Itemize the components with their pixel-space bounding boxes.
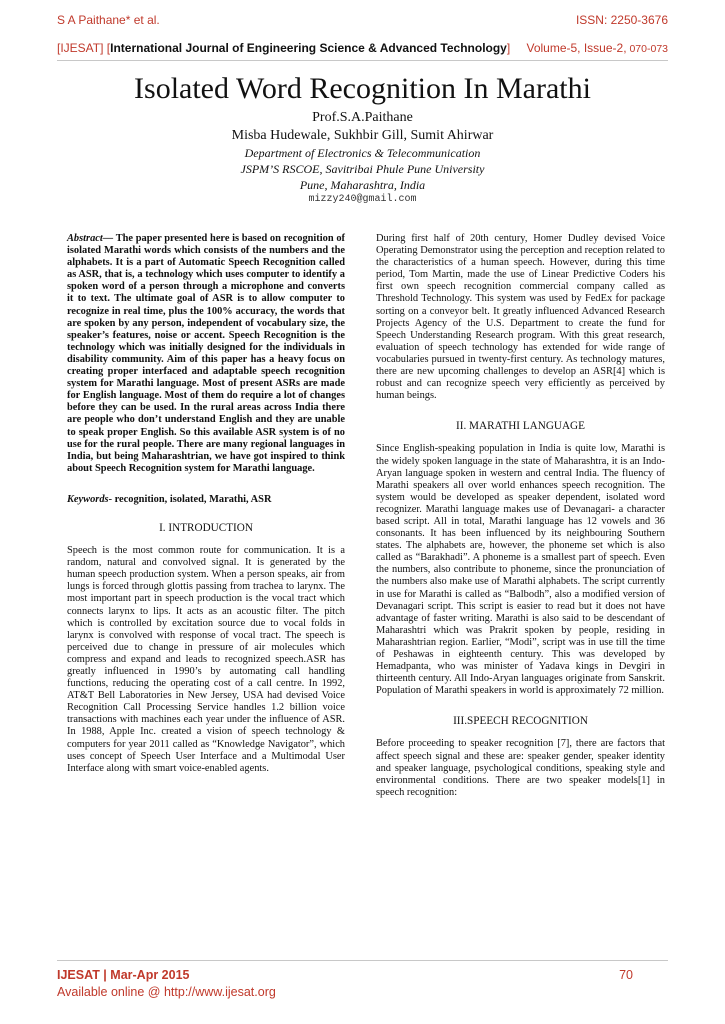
journal-tag-close: ] [506, 41, 511, 55]
header-author-name: S A Paithane [57, 13, 126, 27]
abstract-label: Abstract— [67, 233, 114, 244]
author-college: JSPM’S RSCOE, Savitribai Phule Pune University [240, 162, 485, 176]
section-heading-marathi-language: II. MARATHI LANGUAGE [456, 420, 585, 433]
author-list: Misba Hudewale, Sukhbir Gill, Sumit Ahirwar [231, 128, 494, 143]
author-email: mizzy240@gmail.com [308, 194, 417, 205]
running-header-author [57, 13, 160, 27]
keywords-label: Keywords- [67, 493, 113, 505]
author-department: Department of Electronics & Telecommunication [244, 146, 481, 160]
section-heading-speech-recognition: III.SPEECH RECOGNITION [453, 715, 588, 728]
marathi-language-paragraph: Since English-speaking population in India is quite low, Marathi is the widely spoken language in the state of Maharashtra, it is an Indo-Aryan language spoken in western and central India. The fluency of Marathi speakers all over world enhances speech recognition. The system would be developed as speaker dependent, isolated word recognizer. Marathi language makes use of Devanagari- a character based script. All in total, Marathi language has 12 vowels and 36 consonants. It has been influenced by its neighbouring Southern states. The alphabets are, however, the phoneme set which is also called as “Barakhadi”. A phoneme is a smallest part of speech. Even the numbers, also contribute to phoneme, since the pronunciation of the numbers also make use of Marathi alphabets. The script currently in use for Marathi is called as “Balbodh”, also a modified version of Devanagari script. This script is easier to read but it does not have advantage of faster writing. Marathi is also said to be descendant of Maharashtri which was Prakrit spoken by people, residing in Maharashtrian region. Earlier, “Modi”, script was in use till the time of Peshawas in eighteenth century. This was developed by Hemadpanta, who was minister of Yadava kings in Devgiri in thirteenth century. All Indo-Aryan languages originate from Sanskrit. Population of Marathi speakers in world is approximately 72 million. [376, 443, 665, 697]
footer-online-link[interactable]: Available online @ http://www.ijesat.org [57, 985, 276, 999]
abstract-text: The paper presented here is based on recognition of isolated Marathi words which consists of the numbers and the alphabets. It is a part of Automatic Speech Recognition called as ASR, that is, a technology which uses computer to identify a spoken word of a person through a microphone and converts it to text. The ultimate goal of ASR is to allow computer to recognize in real time, plus the 100% accuracy, the words that are spoken by any person, independent of vocabulary size, the speaker’s features, noise or accent. Speech Recognition is the technology which was initially designed for the individuals in disability community. Aim of this paper has a heavy focus on creating proper interfaced and adaptable speech recognition system for Marathi language. Most of present ASRs are made for English language. Most of them do require a lot of changes before they can be used. In the rural areas across India there are people who don’t understand English and they are unable to speak proper English. So this available ASR system is of no use for the rural people. There are many regional languages in India, but being Maharashtrian, we have got inspired to think about Speech Recognition system for Marathi language. [67, 233, 345, 474]
paper-title: Isolated Word Recognition In Marathi [134, 72, 591, 105]
keywords-text: recognition, isolated, Marathi, ASR [112, 493, 272, 505]
volume-issue: Volume-5, Issue-2, [526, 41, 627, 55]
header-author-suffix: * et al. [125, 13, 160, 27]
running-header-journal [57, 41, 510, 55]
section-heading-introduction: I. INTRODUCTION [159, 521, 253, 534]
footer-journal-issue: IJESAT | Mar-Apr 2015 [57, 968, 190, 982]
speech-recognition-paragraph: Before proceeding to speaker recognition [7], there are factors that affect speech signal and these are: speaker gender, speaker identity and speaker language, psychological conditions, speaking style and environmental conditions. There are two speaker models[1] in speech recognition: [376, 738, 665, 798]
footer-divider [57, 960, 668, 961]
introduction-paragraph: Speech is the most common route for communication. It is a random, natural and convolved signal. It is generated by the human speech production system. When a person speaks, air from lungs is forced through glottis passing from trachea to larynx. The most important part in speech production is the vocal tract which connects larynx to lips. It acts as an acoustic filter. The pitch which is controlled by excitation source due to vocal folds in larynx is convolved with response of vocal tract. The speech is perceived due to change in pressure of air molecules which compress and expand and leads to recognized speech.ASR has greatly influenced in 1990’s by automating call handling functions, reducing the operating cost of a call centre. In 1992, AT&T Bell Laboratories in New Jersey, USA had devised Voice Recognition Call Processing Service handles 1.2 billion voice transactions with machines each year under the influence of ASR. In 1988, Apple Inc. created a vision of speech technology & computers for year 2011 called as “Knowledge Navigator”, which uses concept of Speech User Interface and a Multimodal User Interface along with smart voice-enabled agents. [67, 545, 345, 774]
author-city: Pune, Maharashtra, India [299, 178, 426, 192]
history-paragraph: During first half of 20th century, Homer Dudley devised Voice Operating Demonstrator using the perception and reception related to the characteristics of a human speech. However, during this time period, Tom Martin, made the use of Linear Predictive Coders his first own speech recognition commercial company called as Threshold Technology. This system was used by FedEx for package sorting on a conveyor belt. It greatly influenced Advanced Research Projects Agency of the U.S. Department to create the fund for Speech Understanding Research program. With this great research, evaluation of speech technology has extended for wide range of vocabularies pursued in twenty-first century. As technology matures, there are new upcoming challenges to develop an ASR[4] which is robust and can recognize speech very efficiently as perceived by human beings. [376, 233, 665, 402]
running-header-issn: ISSN: 2250-3676 [575, 13, 668, 27]
running-header-volume [526, 41, 668, 55]
journal-name: International Journal of Engineering Science & Advanced Technology [110, 41, 507, 55]
footer-page-number: 70 [619, 968, 633, 982]
author-prof: Prof.S.A.Paithane [312, 110, 413, 125]
abstract [67, 233, 345, 475]
header-divider [57, 60, 668, 61]
page-range: 070-073 [626, 43, 668, 55]
keywords [67, 494, 345, 506]
journal-tag-open: [IJESAT] [ [57, 41, 111, 55]
left-column [67, 233, 345, 775]
right-column [376, 233, 665, 799]
